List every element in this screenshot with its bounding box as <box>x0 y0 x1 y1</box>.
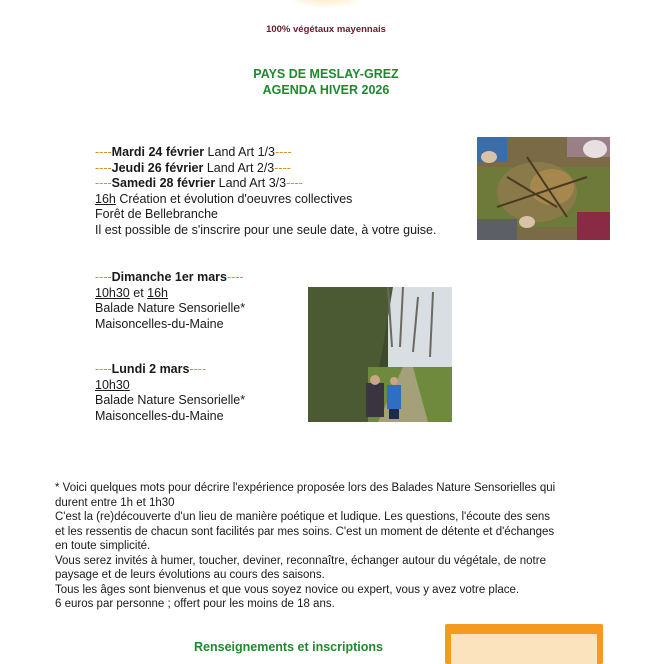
event-place: Forêt de Bellebranche <box>95 207 218 221</box>
footer-line: Vous serez invités à humer, toucher, deviner, reconnaître, échanger autour du végétale, de notre <box>55 554 546 567</box>
event-date-line: ----Lundi 2 mars---- <box>95 362 207 376</box>
header-agenda: AGENDA HIVER 2026 <box>262 83 390 97</box>
footer-line: Tous les âges sont bienvenus et que vous soyez novice ou expert, vous y avez votre place. <box>55 583 520 596</box>
footer-line: C'est la (re)découverte d'un lieu de manière poétique et ludique. Les questions, l'écoute des sens <box>55 511 551 523</box>
event-date-line: ----Samedi 28 février Land Art 3/3---- <box>95 176 303 190</box>
event-title: Balade Nature Sensorielle* <box>95 301 246 315</box>
footer-description <box>55 481 600 612</box>
footer-line: en toute simplicité. <box>55 540 151 552</box>
contact-heading: Renseignements et inscriptions <box>194 640 383 654</box>
event-date-line: ----Mardi 24 février Land Art 1/3---- <box>95 145 292 159</box>
logo-glow <box>286 0 366 8</box>
footer-line: 6 euros par personne ; offert pour les moins de 18 ans. <box>55 598 335 610</box>
event-date-line: ----Jeudi 26 février Land Art 2/3---- <box>95 160 291 175</box>
header-region: PAYS DE MESLAY-GREZ <box>253 67 399 81</box>
event-date-line: ----Dimanche 1er mars---- <box>95 270 244 284</box>
event-title: Balade Nature Sensorielle* <box>95 393 246 407</box>
landart-photo <box>477 137 610 240</box>
event-time: 10h30 <box>95 377 130 392</box>
event-landart <box>95 145 475 238</box>
event-times: 10h30 et 16h <box>95 285 168 300</box>
nature-walk-photo <box>308 287 452 422</box>
tagline: 100% végétaux mayennais <box>266 24 386 35</box>
event-time: 16h <box>95 191 116 206</box>
footer-line: durent entre 1h et 1h30 <box>55 496 175 509</box>
event-place: Maisoncelles-du-Maine <box>95 316 224 331</box>
contact-box-inner <box>451 634 597 664</box>
event-dimanche <box>95 270 305 332</box>
event-time-desc: 16h Création et évolution d'oeuvres collectives <box>95 191 353 206</box>
footer-line: paysage et de leurs évolutions au cours des saisons. <box>55 569 325 581</box>
footer-line: * Voici quelques mots pour décrire l'expérience proposée lors des Balades Nature Sensorielles qui <box>55 482 556 494</box>
event-lundi <box>95 362 305 424</box>
event-place: Maisoncelles-du-Maine <box>95 408 224 423</box>
event-note: Il est possible de s'inscrire pour une seule date, à votre guise. <box>95 222 437 237</box>
footer-line: et les ressentis de chacun sont facilités par mes soins. C'est un moment de détente et d'échanges <box>55 525 555 538</box>
contact-box <box>445 624 603 664</box>
